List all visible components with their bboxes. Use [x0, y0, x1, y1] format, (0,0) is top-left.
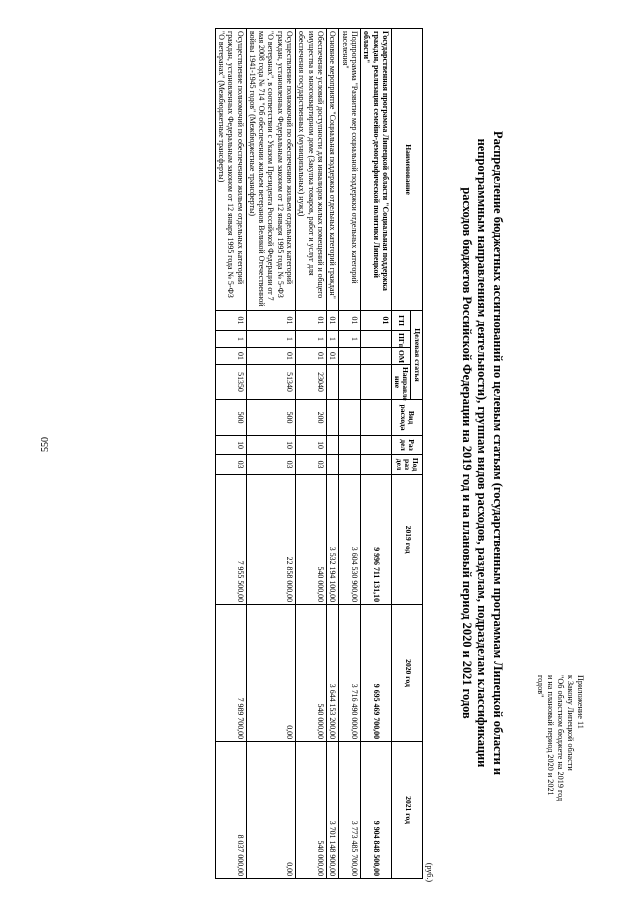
- row-2020: 3 644 153 200,00: [327, 605, 339, 742]
- appendix-line: к Закону Липецкой области: [566, 675, 575, 771]
- table-row: [296, 29, 327, 879]
- header-2020: 2020 год: [392, 605, 423, 742]
- row-expense-type: [327, 400, 339, 436]
- row-om: [361, 348, 392, 365]
- header-gp: ГП: [392, 311, 411, 331]
- row-om: 01: [246, 348, 296, 365]
- row-2019: 540 000,00: [296, 475, 327, 605]
- header-om: ОМ: [392, 348, 411, 365]
- table-row: [339, 29, 361, 879]
- row-2021: 3 701 148 900,00: [327, 742, 339, 879]
- row-2020: 3 716 490 000,00: [339, 605, 361, 742]
- row-2021: 540 000,00: [296, 742, 327, 879]
- row-2020: 7 989 700,00: [215, 605, 246, 742]
- table-row: [215, 29, 246, 879]
- appendix-line: годов": [536, 675, 545, 698]
- header-2021: 2021 год: [392, 742, 423, 879]
- row-gp: 01: [246, 311, 296, 331]
- row-name: Осуществление полномочий по обеспечению жильем отдельных категорий граждан, установленных Федеральным законом от 12 января 1995 года № 5-ФЗ "О ветеранах", в соответствии с Указом Президента Российской Федерации от 7 мая 2008 года № 714 "Об обеспечении жильем ветеранов Великой Отечественной войны 1941-1945 годов" (Межбюджетные трансферты): [246, 29, 296, 311]
- row-expense-type: 200: [296, 400, 327, 436]
- row-2021: 8 037 000,00: [215, 742, 246, 879]
- row-section: [327, 436, 339, 455]
- row-gp: 01: [361, 311, 392, 331]
- row-name: Основное мероприятие "Социальная поддержка отдельных категорий граждан": [327, 29, 339, 311]
- table-row: [361, 29, 392, 879]
- row-pgp: [361, 331, 392, 348]
- row-direction: 23040: [296, 365, 327, 400]
- row-section: 10: [296, 436, 327, 455]
- row-2019: 9 996 711 131,10: [361, 475, 392, 605]
- row-subsection: [327, 455, 339, 475]
- row-pgp: 1: [215, 331, 246, 348]
- header-2019: 2019 год: [392, 475, 423, 605]
- row-section: 10: [246, 436, 296, 455]
- row-section: [339, 436, 361, 455]
- row-2021: 0,00: [246, 742, 296, 879]
- row-2019: 22 858 000,00: [246, 475, 296, 605]
- row-2021: 9 904 848 500,00: [361, 742, 392, 879]
- row-direction: [327, 365, 339, 400]
- header-direction: Направле ние: [392, 365, 411, 400]
- header-expense-type: Вид расхода: [392, 400, 423, 436]
- row-gp: 01: [339, 311, 361, 331]
- document-title: [458, 38, 505, 868]
- table-row: [327, 29, 339, 879]
- row-name: Подпрограмма "Развитие мер социальной поддержки отдельных категорий населения": [339, 29, 361, 311]
- row-2020: 0,00: [246, 605, 296, 742]
- row-subsection: [339, 455, 361, 475]
- row-subsection: 03: [215, 455, 246, 475]
- row-direction: 51340: [246, 365, 296, 400]
- row-pgp: 1: [296, 331, 327, 348]
- row-om: 01: [215, 348, 246, 365]
- title-line: расходов бюджетов Российской Федерации на 2019 год и на плановый период 2020 и 2021 годов: [459, 187, 474, 719]
- row-pgp: 1: [327, 331, 339, 348]
- row-2020: 9 695 469 700,00: [361, 605, 392, 742]
- row-direction: [361, 365, 392, 400]
- row-subsection: 03: [246, 455, 296, 475]
- table-row: [246, 29, 296, 879]
- row-name: Государственная программа Липецкой области "Социальная поддержка граждан, реализация семейно-демографической политики Липецкой области": [361, 29, 392, 311]
- row-om: [339, 348, 361, 365]
- row-direction: [339, 365, 361, 400]
- budget-table: [215, 28, 423, 879]
- row-2019: 3 604 530 900,00: [339, 475, 361, 605]
- page-number: 550: [40, 437, 51, 452]
- row-direction: 51350: [215, 365, 246, 400]
- row-expense-type: [361, 400, 392, 436]
- header-pgp: ПГп: [392, 331, 411, 348]
- header-target-article: Целевая статья: [411, 311, 423, 400]
- row-pgp: 1: [246, 331, 296, 348]
- row-pgp: 1: [339, 331, 361, 348]
- title-line: Распределение бюджетных ассигнований по целевым статьям (государственным программам Липецкой области и: [491, 131, 505, 775]
- row-expense-type: 500: [246, 400, 296, 436]
- appendix-line: Приложение 11: [576, 675, 585, 729]
- row-gp: 01: [296, 311, 327, 331]
- header-name: Наименование: [392, 29, 423, 311]
- currency-unit: (руб.): [425, 862, 434, 882]
- row-expense-type: [339, 400, 361, 436]
- row-subsection: 03: [296, 455, 327, 475]
- header-section: Раз дел: [392, 436, 423, 455]
- row-name: Осуществление полномочий по обеспечению жильем отдельных категорий граждан, установленных Федеральным законом от 12 января 1995 года № 5-ФЗ "О ветеранах" (Межбюджетные трансферты): [215, 29, 246, 311]
- row-2020: 540 000,00: [296, 605, 327, 742]
- row-expense-type: 500: [215, 400, 246, 436]
- row-om: 01: [327, 348, 339, 365]
- title-line: непрограммным направлениям деятельности), группам видов расходов, разделам, подразделам классификации: [475, 138, 490, 768]
- row-2019: 7 955 500,00: [215, 475, 246, 605]
- appendix-note: [535, 675, 585, 880]
- appendix-line: "Об областном бюджете на 2019 год: [556, 675, 565, 802]
- row-section: 10: [215, 436, 246, 455]
- row-name: Обеспечение условий доступности для инвалидов жилых помещений и общего имущества в многоквартирном доме (Закупка товаров, работ и услуг для обеспечения государственных (муниципальных) нужд): [296, 29, 327, 311]
- row-gp: 01: [215, 311, 246, 331]
- appendix-line: и на плановый период 2020 и 2021: [546, 675, 555, 796]
- row-section: [361, 436, 392, 455]
- row-om: 01: [296, 348, 327, 365]
- row-2021: 3 773 485 700,00: [339, 742, 361, 879]
- row-2019: 3 532 194 100,00: [327, 475, 339, 605]
- row-subsection: [361, 455, 392, 475]
- row-gp: 01: [327, 311, 339, 331]
- rotated-landscape-page: [15, 18, 585, 888]
- header-subsection: Под раз дел: [392, 455, 423, 475]
